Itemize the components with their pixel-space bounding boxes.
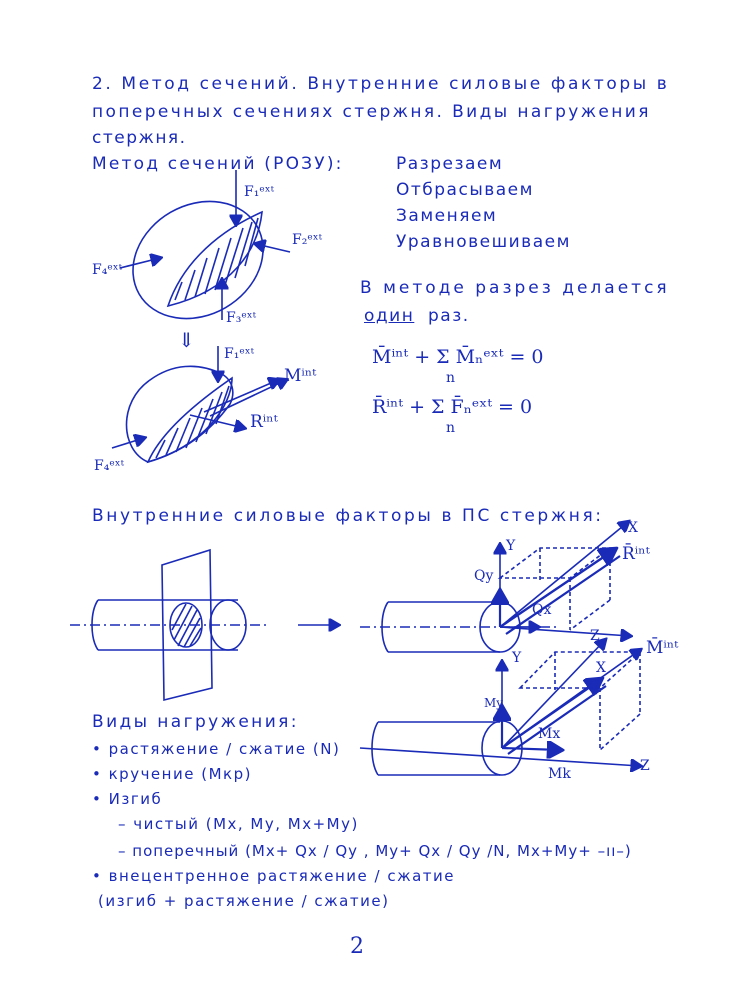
fig3-x-axis-label: X bbox=[628, 520, 638, 536]
equation-forces-index: n bbox=[446, 420, 456, 436]
fig2-force-4-label: F₄ᵉˣᵗ bbox=[94, 458, 125, 474]
fig4-my-label: My bbox=[484, 696, 504, 710]
method-step-4: Уравновешиваем bbox=[396, 232, 571, 252]
fig3-qy-label: Qy bbox=[474, 568, 494, 584]
method-step-2: Отбрасываем bbox=[396, 180, 534, 200]
load-item-transverse-bending: – поперечный (Mx+ Qx / Qy , My+ Qx / Qy /N, Mx+My+ –ıı–) bbox=[118, 842, 632, 860]
load-item-pure-bending: – чистый (Mx, My, Mx+My) bbox=[118, 815, 359, 833]
fig4-y-axis-label: Y bbox=[512, 650, 522, 666]
equation-forces: R̄ⁱⁿᵗ + Σ F̄ₙᵉˣᵗ = 0 bbox=[372, 396, 533, 418]
page-number: 2 bbox=[350, 934, 364, 959]
method-note-one: один bbox=[364, 306, 415, 326]
fig3-y-axis-label: Y bbox=[506, 538, 516, 554]
heading-line-3: стержня. bbox=[92, 128, 187, 148]
method-label: Метод сечений (РОЗУ): bbox=[92, 154, 344, 174]
load-item-tension: • растяжение / сжатие (N) bbox=[92, 740, 341, 758]
fig3-z-axis-label: Z bbox=[590, 628, 600, 644]
fig2-force-1-label: F₁ᵉˣᵗ bbox=[224, 346, 255, 362]
fig4-mk-label: Mk bbox=[548, 766, 571, 782]
fig4-mx-label: Mx bbox=[538, 726, 561, 742]
load-item-torsion: • кручение (Mкр) bbox=[92, 765, 252, 783]
fig-transition-arrow: ⇓ bbox=[178, 328, 195, 352]
fig1-force-2-label: F₂ᵉˣᵗ bbox=[292, 232, 323, 248]
fig4-z-axis-label: Z bbox=[640, 758, 650, 774]
equation-moments: M̄ⁱⁿᵗ + Σ M̄ₙᵉˣᵗ = 0 bbox=[372, 346, 544, 368]
load-item-eccentric: • внецентренное растяжение / сжатие bbox=[92, 867, 456, 885]
fig1-force-1-label: F₁ᵉˣᵗ bbox=[244, 184, 275, 200]
loads-label: Виды нагружения: bbox=[92, 712, 299, 732]
fig2-resultant-label: Rⁱⁿᵗ bbox=[250, 412, 278, 432]
method-note-line-1: В методе разрез делается bbox=[360, 278, 670, 298]
fig3-resultant-label: R̄ⁱⁿᵗ bbox=[622, 544, 650, 564]
equation-moments-index: n bbox=[446, 370, 456, 386]
rod-with-cutting-plane bbox=[70, 550, 338, 700]
heading-line-2: поперечных сечениях стержня. Виды нагружения bbox=[92, 102, 651, 122]
method-note-rest: раз. bbox=[428, 306, 470, 326]
fig3-qx-label: Qx bbox=[532, 602, 552, 618]
fig4-moment-label: M̄ⁱⁿᵗ bbox=[646, 638, 679, 658]
heading-line-1: 2. Метод сечений. Внутренние силовые факторы в bbox=[92, 74, 670, 94]
load-item-bending: • Изгиб bbox=[92, 790, 163, 808]
fig1-force-4-label: F₄ᵉˣᵗ bbox=[92, 262, 123, 278]
internal-factors-label: Внутренние силовые факторы в ПС стержня: bbox=[92, 506, 604, 526]
method-step-3: Заменяем bbox=[396, 206, 498, 226]
fig1-force-3-label: F₃ᵉˣᵗ bbox=[226, 310, 257, 326]
method-step-1: Разрезаем bbox=[396, 154, 504, 174]
half-body-figure bbox=[112, 346, 286, 462]
fig2-moment-label: Mⁱⁿᵗ bbox=[284, 366, 317, 386]
fig4-x-axis-label: X bbox=[596, 660, 606, 676]
load-item-eccentric-detail: (изгиб + растяжение / сжатие) bbox=[98, 892, 390, 910]
